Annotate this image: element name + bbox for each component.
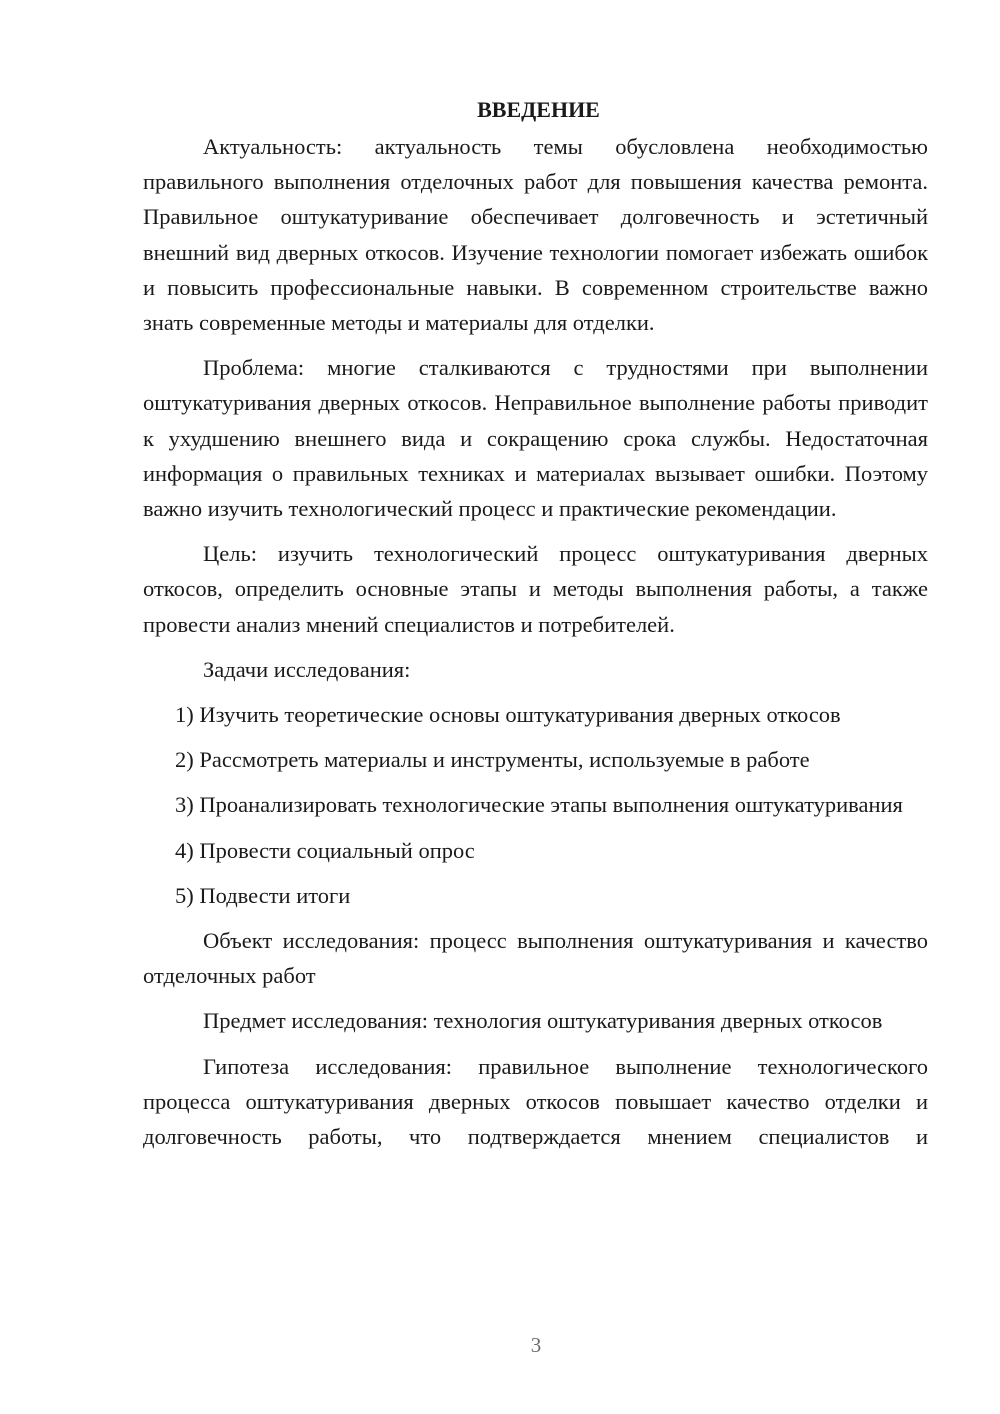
paragraph-problem: Проблема: многие сталкиваются с трудностями при выполнении оштукатуривания дверных откосов. Неправильное выполнение работы приводит к ухудшению внешнего вида и сокращению срока службы. Недостаточная информация о правильных техниках и материалах вызывает ошибки. Поэтому важно изучить технологический процесс и практические рекомендации. bbox=[143, 355, 928, 522]
task-item-5: 5) Подвести итоги bbox=[175, 882, 351, 908]
page-content bbox=[143, 92, 928, 1154]
task-item-4: 4) Провести социальный опрос bbox=[175, 837, 475, 863]
task-item-3: 3) Проанализировать технологические этапы выполнения оштукатуривания bbox=[175, 792, 903, 818]
task-item-1: 1) Изучить теоретические основы оштукатуривания дверных откосов bbox=[175, 702, 841, 728]
tasks-heading: Задачи исследования: bbox=[203, 656, 411, 682]
task-item-2: 2) Рассмотреть материалы и инструменты, используемые в работе bbox=[175, 747, 810, 773]
paragraph-subject: Предмет исследования: технология оштукатуривания дверных откосов bbox=[203, 1008, 883, 1034]
section-title: ВВЕДЕНИЕ bbox=[477, 97, 600, 122]
paragraph-goal: Цель: изучить технологический процесс оштукатуривания дверных откосов, определить основные этапы и методы выполнения работы, а также провести анализ мнений специалистов и потребителей. bbox=[143, 541, 928, 637]
page-number: 3 bbox=[530, 1333, 542, 1357]
paragraph-object: Объект исследования: процесс выполнения оштукатуривания и качество отделочных работ bbox=[143, 928, 928, 989]
paragraph-relevance: Актуальность: актуальность темы обусловлена необходимостью правильного выполнения отделочных работ для повышения качества ремонта. Правильное оштукатуривание обеспечивает долговечность и эстетичный внешний вид дверных откосов. Изучение технологии помогает избежать ошибок и повысить профессиональные навыки. В современном строительстве важно знать современные методы и материалы для отделки. bbox=[143, 134, 928, 336]
paragraph-hypothesis: Гипотеза исследования: правильное выполнение технологического процесса оштукатуривания дверных откосов повышает качество отделки и долговечность работы, что подтверждается мнением специалистов и bbox=[143, 1053, 928, 1150]
